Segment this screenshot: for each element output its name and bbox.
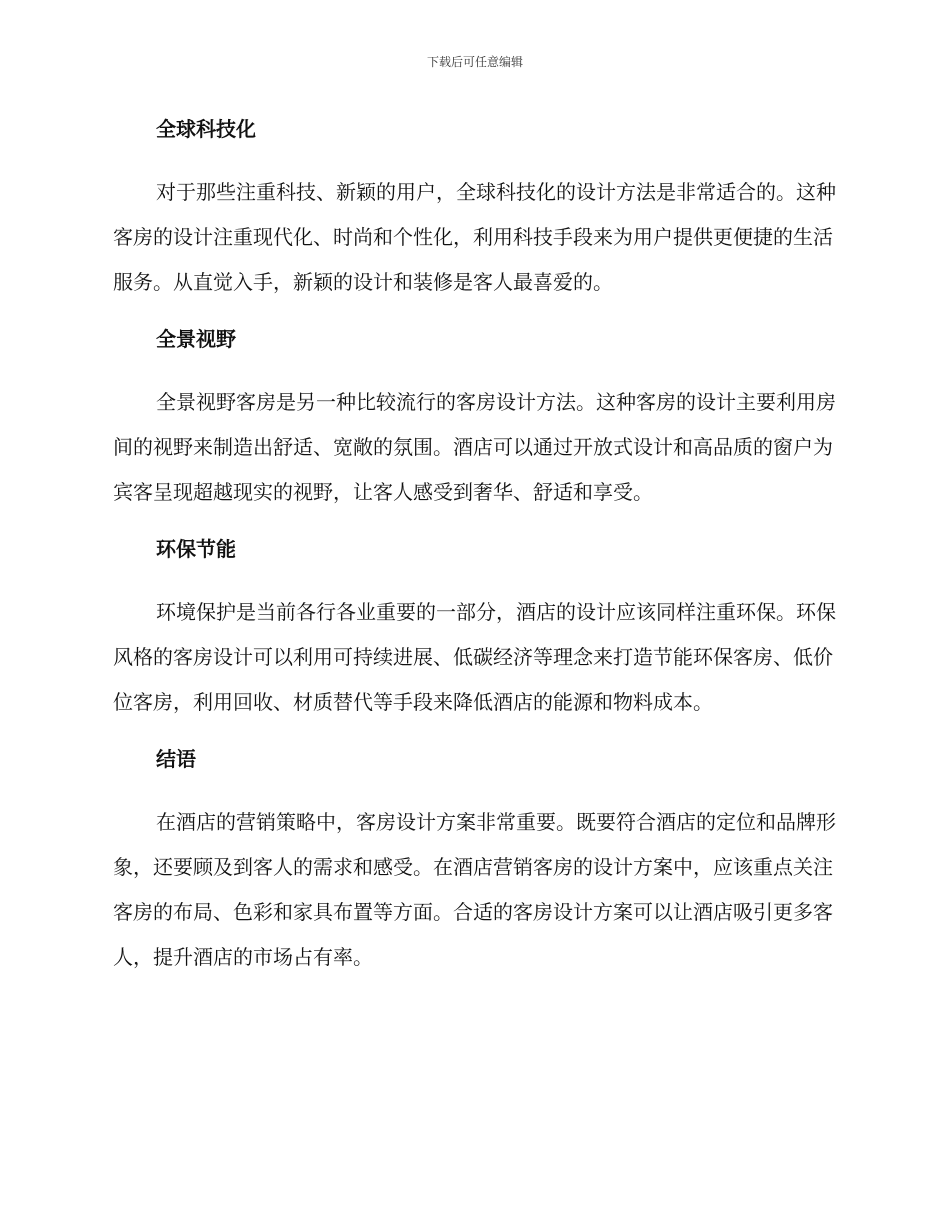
section-heading-eco-friendly: 环保节能 <box>156 537 236 561</box>
section-heading-global-tech: 全球科技化 <box>156 117 256 141</box>
document-body <box>113 114 837 980</box>
section-heading-conclusion: 结语 <box>156 747 196 771</box>
section-paragraph-eco-friendly: 环境保护是当前各行各业重要的一部分，酒店的设计应该同样注重环保。环保风格的客房设计可以利用可持续进展、低碳经济等理念来打造节能环保客房、低价位客房，利用回收、材质替代等手段来降低酒店的能源和物料成本。 <box>113 600 836 714</box>
section-paragraph-conclusion: 在酒店的营销策略中，客房设计方案非常重要。既要符合酒店的定位和品牌形象，还要顾及到客人的需求和感受。在酒店营销客房的设计方案中，应该重点关注客房的布局、色彩和家具布置等方面。合适的客房设计方案可以让酒店吸引更多客人，提升酒店的市场占有率。 <box>113 810 836 969</box>
page-header: 下载后可任意编辑 <box>426 55 523 69</box>
section-paragraph-panoramic-view: 全景视野客房是另一种比较流行的客房设计方法。这种客房的设计主要利用房间的视野来制造出舒适、宽敞的氛围。酒店可以通过开放式设计和高品质的窗户为宾客呈现超越现实的视野，让客人感受到奢华、舒适和享受。 <box>113 390 836 504</box>
section-paragraph-global-tech: 对于那些注重科技、新颖的用户，全球科技化的设计方法是非常适合的。这种客房的设计注重现代化、时尚和个性化，利用科技手段来为用户提供更便捷的生活服务。从直觉入手，新颖的设计和装修是客人最喜爱的。 <box>113 180 836 294</box>
section-heading-panoramic-view: 全景视野 <box>156 327 236 351</box>
